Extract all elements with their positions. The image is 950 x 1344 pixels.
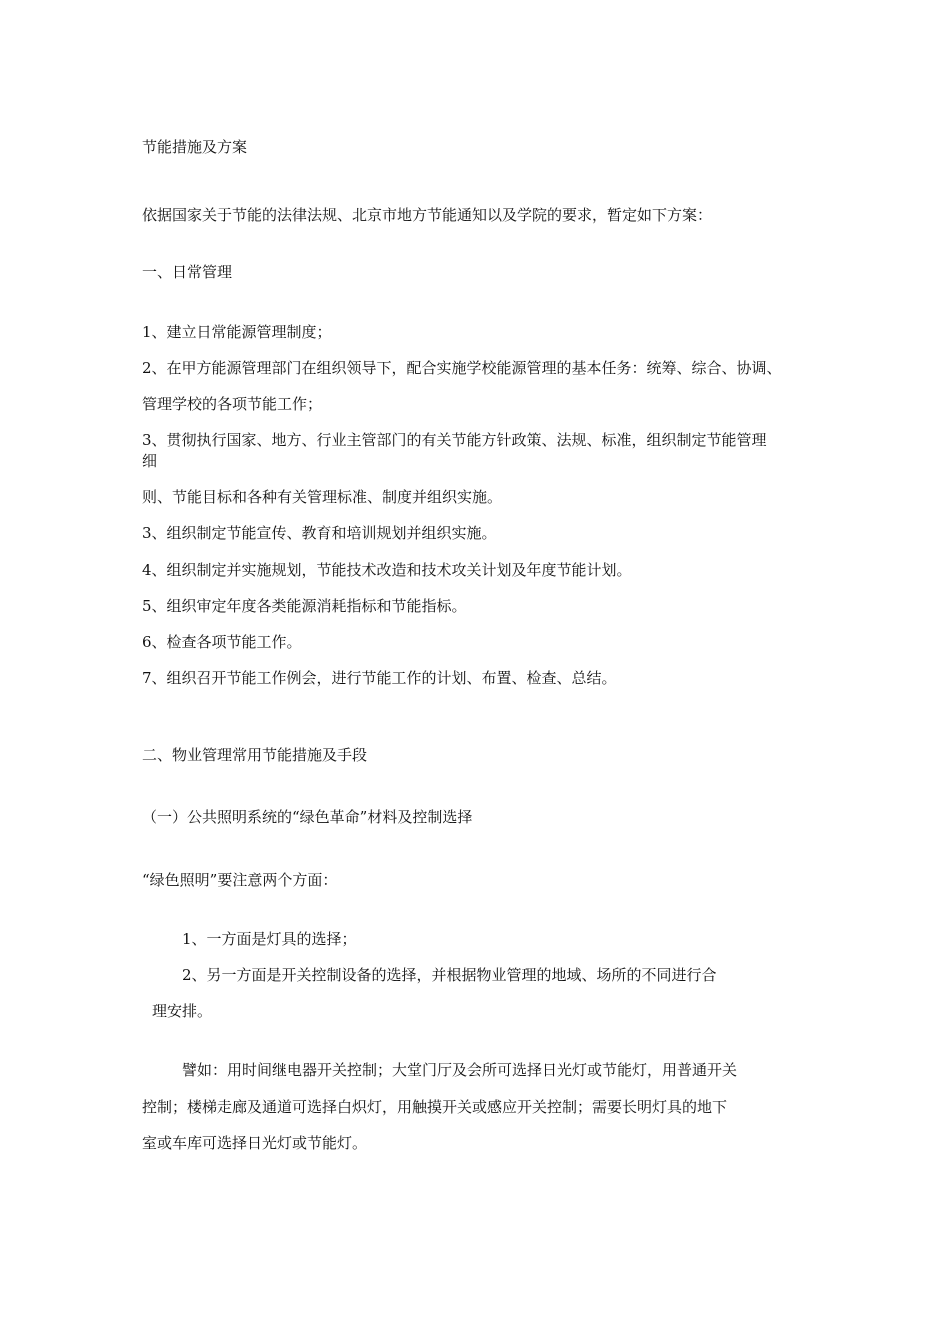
intro-paragraph: 依据国家关于节能的法律法规、北京市地方节能通知以及学院的要求，暂定如下方案： bbox=[142, 206, 713, 224]
list-item: 3、贯彻执行国家、地方、行业主管部门的有关节能方针政策、法规、标准，组织制定节能管理 bbox=[142, 431, 767, 449]
list-item: 7、组织召开节能工作例会，进行节能工作的计划、布置、检查、总结。 bbox=[142, 669, 617, 687]
list-item: 6、检查各项节能工作。 bbox=[142, 633, 302, 651]
list-item: 4、组织制定并实施规划，节能技术改造和技术攻关计划及年度节能计划。 bbox=[142, 561, 632, 579]
list-item: 1、建立日常能源管理制度； bbox=[142, 323, 332, 341]
list-item-continuation: 管理学校的各项节能工作； bbox=[142, 395, 323, 413]
green-lighting-intro: “绿色照明”要注意两个方面： bbox=[142, 871, 338, 889]
document-title: 节能措施及方案 bbox=[142, 138, 248, 156]
list-item-continuation: 理安排。 bbox=[152, 1002, 213, 1020]
list-item: 2、另一方面是开关控制设备的选择，并根据物业管理的地域、场所的不同进行合 bbox=[182, 966, 717, 984]
subsection-heading-lighting: （一）公共照明系统的“绿色革命”材料及控制选择 bbox=[142, 808, 473, 826]
list-item: 5、组织审定年度各类能源消耗指标和节能指标。 bbox=[142, 597, 467, 615]
list-item-continuation: 则、节能目标和各种有关管理标准、制度并组织实施。 bbox=[142, 488, 503, 506]
section-heading-daily-management: 一、日常管理 bbox=[142, 263, 233, 281]
example-paragraph-line: 譬如：用时间继电器开关控制；大堂门厅及会所可选择日光灯或节能灯，用普通开关 bbox=[182, 1061, 738, 1079]
list-item: 2、在甲方能源管理部门在组织领导下，配合实施学校能源管理的基本任务：统筹、综合、协调、 bbox=[142, 359, 782, 377]
list-item: 1、一方面是灯具的选择； bbox=[182, 930, 357, 948]
example-paragraph-line: 室或车库可选择日光灯或节能灯。 bbox=[142, 1134, 368, 1152]
section-heading-property-management: 二、物业管理常用节能措施及手段 bbox=[142, 746, 368, 764]
example-paragraph-line: 控制；楼梯走廊及通道可选择白炽灯，用触摸开关或感应开关控制；需要长明灯具的地下 bbox=[142, 1098, 728, 1116]
list-item: 3、组织制定节能宣传、教育和培训规划并组织实施。 bbox=[142, 524, 497, 542]
list-item-continuation: 细 bbox=[142, 452, 158, 470]
